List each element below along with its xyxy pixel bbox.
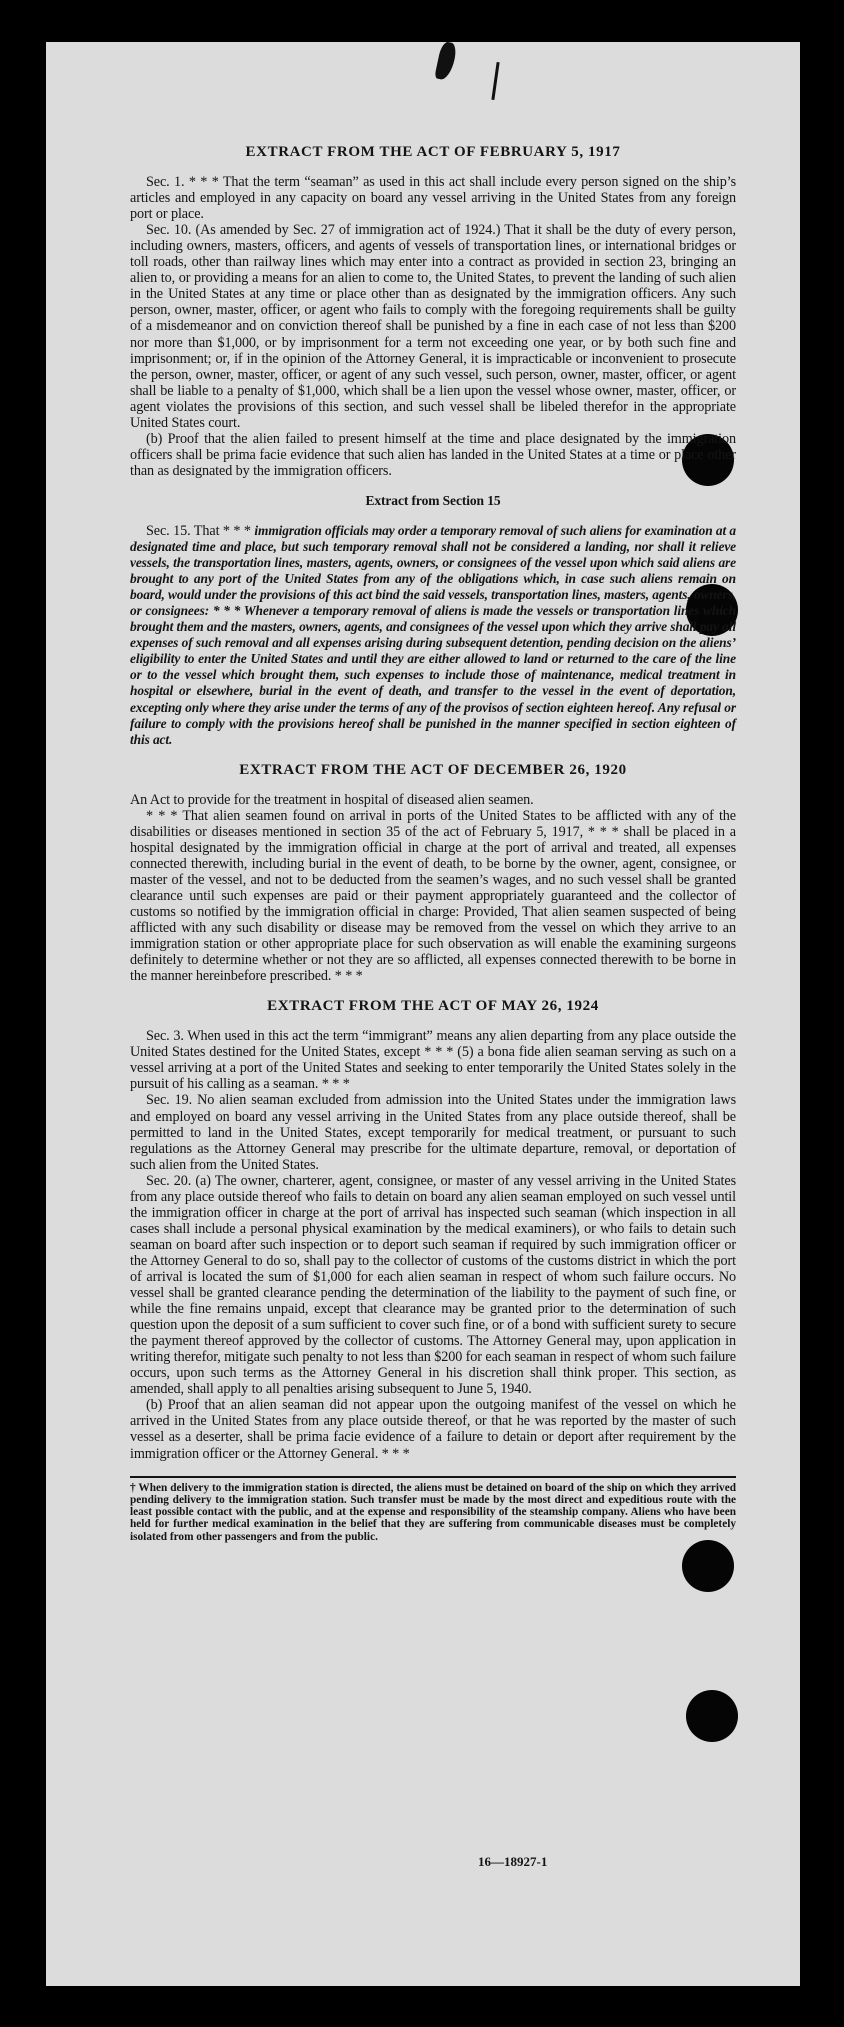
section-15-lead: Sec. 15. That * * * bbox=[146, 522, 251, 539]
section-1-paragraph: Sec. 1. * * * That the term “seaman” as used in this act shall include every person signed on the ship’s articles and employed in any capacity on board any vessel arriving in the United States from any foreign port or place. bbox=[130, 174, 736, 223]
heading-act-1920: EXTRACT FROM THE ACT OF DECEMBER 26, 1920 bbox=[239, 761, 627, 778]
section-20-paragraph: Sec. 20. (a) The owner, charterer, agent, consignee, or master of any vessel arriving in the United States from any place outside thereof who fails to detain on board any alien seaman employed on such vessel until the immigration officer in charge at the port of arrival has inspected such seaman (which inspection in all cases shall include a personal physical examination by the medical examiners), or who fails to detain such seaman on board after such inspection or to deport such seaman if required by such immigration officer or the Attorney General to do so, shall pay to the collector of customs of the customs district in which the port of arrival is located the sum of $1,000 for each alien seaman in respect of whom such failure occurs. No vessel shall be granted clearance pending the determination of the liability to the payment of such fine, or while the fine remains unpaid, except that clearance may be granted prior to the determination of such question upon the deposit of a sum sufficient to cover such fine, or of a bond with sufficient surety to secure the payment thereof approved by the collector of customs. The Attorney General may, upon application in writing therefor, mitigate such penalty to not less than $200 for each seaman in respect of whom such failure occurs, upon such terms as the Attorney General in his discretion shall think proper. This section, as amended, shall apply to all penalties arising subsequent to June 5, 1940. bbox=[130, 1172, 736, 1398]
section-15-text: immigration officials may order a temporary removal of such aliens for examination at a designated time and place, but such temporary removal shall not be considered a landing, nor shall it relieve vessels, the transportation lines, masters, agents, owners, or consignees of the vessel upon which said aliens are brought to any port of the United States from any of the obligations which, in case such aliens remain on board, would under the provisions of this act bind the said vessels, transportation lines, masters, agents, owners, or consignees: * * * Whenever a temporary removal of aliens is made the vessels or transportation lines which brought them and the masters, owners, agents, and consignees of the vessel upon which they arrive shall pay all expenses of such removal and all expenses arising during subsequent detention, pending decision on the aliens’ eligibility to enter the United States and until they are either allowed to land or returned to the care of the line or to the vessel which brought them, such expenses to include those of maintenance, medical treatment in hospital or elsewhere, burial in the event of death, and transfer to the vessel in the event of deportation, excepting only where they arise under the terms of any of the provisos of section eighteen hereof. Any refusal or failure to comply with the provisions hereof shall be punished in the manner specified in section eighteen of this act. bbox=[130, 522, 736, 747]
document-page bbox=[46, 42, 800, 1986]
heading-section-15: Extract from Section 15 bbox=[365, 492, 501, 508]
heading-act-1924: EXTRACT FROM THE ACT OF MAY 26, 1924 bbox=[267, 998, 599, 1015]
footnote bbox=[130, 1476, 736, 1543]
section-3-paragraph: Sec. 3. When used in this act the term “immigrant” means any alien departing from any place outside the United States destined for the United States, except * * * (5) a bona fide alien seaman serving as such on a vessel arriving at a port of the United States and seeking to enter temporarily the United States solely in the pursuit of his calling as a seaman. * * * bbox=[130, 1028, 736, 1093]
footnote-text: † When delivery to the immigration station is directed, the aliens must be detained on board of the ship on which they arrived pending delivery to the immigration station. Such transfer must be made by the most direct and expeditious route with the least possible contact with the public, and at the expense and responsibility of the steamship company. Aliens who have been held for further medical examination in the belief that they are suffering from communicable diseases must be completely isolated from other passengers and from the public. bbox=[130, 1481, 736, 1543]
document-body bbox=[130, 144, 736, 1543]
section-20b-paragraph: (b) Proof that an alien seaman did not appear upon the outgoing manifest of the vessel on which he arrived in the United States from any place outside thereof, or that he was reported by the master of such vessel as a deserter, shall be prima facie evidence of a failure to detain or deport after requirement by the immigration officer or the Attorney General. * * * bbox=[130, 1397, 736, 1462]
punch-hole bbox=[682, 1540, 734, 1592]
section-10b-paragraph: (b) Proof that the alien failed to present himself at the time and place designated by the immigration officers shall be prima facie evidence that such alien has landed in the United States at a time or place other than as designated by the immigration officers. bbox=[130, 430, 736, 479]
act-1920-body: * * * That alien seamen found on arrival in ports of the United States to be afflicted with any of the disabilities or diseases mentioned in section 35 of the act of February 5, 1917, * * * shall be placed in a hospital designated by the immigration official in charge at the port of arrival and treated, all expenses connected therewith, including burial in the event of death, to be borne by the owner, agent, consignee, or master of the vessel, and not to be deducted from the seamen’s wages, and no such vessel shall be granted clearance until such expenses are paid or their payment appropriately guaranteed and the collector of customs so notified by the immigration official in charge: Provided, That alien seamen suspected of being afflicted with any such disability or disease may be removed from the vessel on which they arrive to an immigration station or other appropriate place for such observation as will enable the examining surgeons definitely to determine whether or not they are so afflicted, all expenses connected therewith to be borne in the manner hereinbefore prescribed. * * * bbox=[130, 807, 736, 985]
ink-mark-top bbox=[434, 42, 458, 81]
heading-act-1917: EXTRACT FROM THE ACT OF FEBRUARY 5, 1917 bbox=[245, 144, 621, 160]
ink-mark-tick bbox=[491, 62, 499, 100]
act-1920-intro: An Act to provide for the treatment in hospital of diseased alien seamen. bbox=[130, 791, 534, 808]
section-10-paragraph: Sec. 10. (As amended by Sec. 27 of immigration act of 1924.) That it shall be the duty of every person, including owners, masters, officers, and agents of vessels of transportation lines, or international bridges or toll roads, other than railway lines which may enter into a contract as provided in section 23, bringing an alien to, or providing a means for an alien to come to, the United States, to prevent the landing of such alien in the United States at any time or place other than as designated by the immigration officers. Any such person, owner, master, officer, or agent who fails to comply with the foregoing requirements shall be guilty of a misdemeanor and on conviction thereof shall be punished by a fine in each case of not less than $200 nor more than $1,000, or by imprisonment for a term not exceeding one year, or by both such fine and imprisonment; or, if in the opinion of the Attorney General, it is impracticable or inconvenient to prosecute the person, owner, master, officer, or agent of any such vessel, such person, owner, master, officer, or agent shall be liable to a penalty of $1,000, which shall be a lien upon the vessel whose owner, master, officer, or agent violates the provisions of this section, and such vessel shall be libeled therefor in the appropriate United States court. bbox=[130, 222, 736, 431]
punch-hole bbox=[686, 1690, 738, 1742]
form-code: 16—18927-1 bbox=[478, 1854, 548, 1869]
section-19-paragraph: Sec. 19. No alien seaman excluded from admission into the United States under the immigration laws and employed on board any vessel arriving in the United States from any place outside thereof, shall be permitted to land in the United States, except temporarily for medical treatment, or pursuant to such regulations as the Attorney General may prescribe for the ultimate departure, removal, or deportation of such alien from the United States. bbox=[130, 1092, 736, 1173]
section-15-paragraph bbox=[130, 523, 736, 748]
